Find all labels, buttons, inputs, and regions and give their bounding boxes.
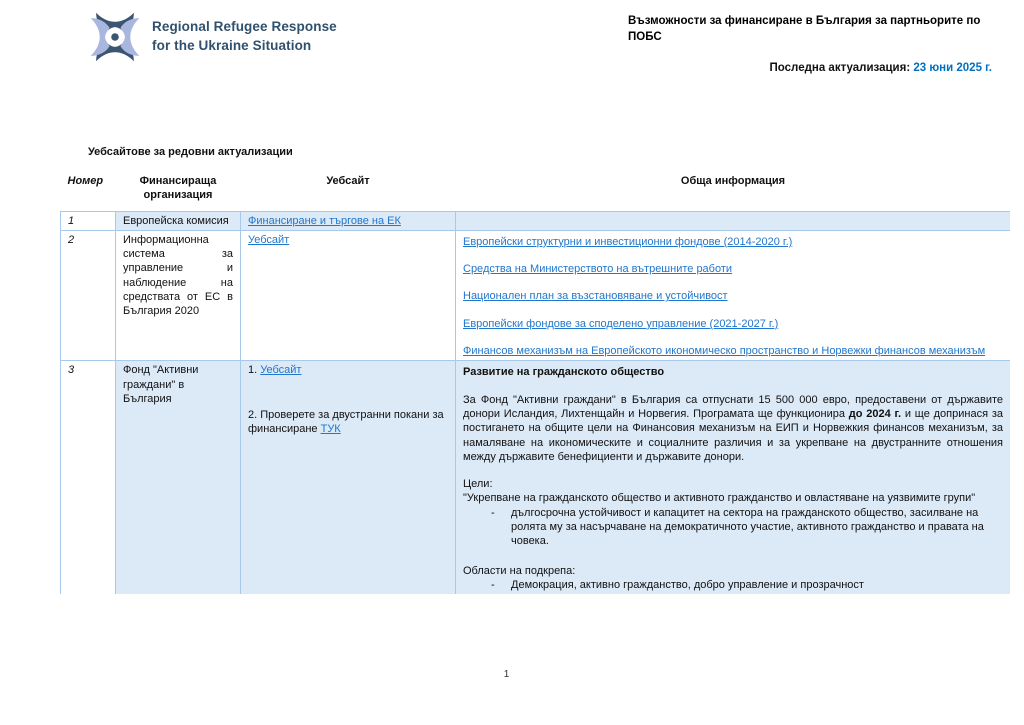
column-header-info: Обща информация [456,172,1011,211]
eea-norway-mechanism-link[interactable]: Финансов механизъм на Европейското икономическо пространство и Норвежки финансов механизъм [463,345,986,358]
last-updated [628,62,1012,74]
eumis-website-link[interactable]: Уебсайт [248,233,290,246]
bullet-dash: - [491,506,495,519]
column-header-website: Уебсайт [241,172,456,211]
row3-info-cell [456,361,1011,594]
acf-program-title: Развитие на гражданското общество [463,366,665,379]
row3-organization: Фонд "Активни граждани" в България [116,361,241,594]
table-row [61,211,1011,230]
spacer [463,549,1003,562]
row2-website-cell [241,230,456,360]
support-bullet-item [463,578,1003,592]
support-areas-label: Области на подкрепа: [463,564,576,577]
table-row [61,230,1011,360]
row3-website-item1 [248,363,448,377]
table-row [61,361,1011,594]
interior-ministry-funds-link[interactable]: Средства на Министерството на вътрешните работи [463,263,733,276]
column-header-number: Номер [61,172,116,211]
rrp-logo-line1: Regional Refugee Response [152,19,337,35]
goals-quote: "Укрепване на гражданското общество и активното гражданство и овластяване на уязвимите групи" [463,492,976,505]
acf-program-description: За Фонд "Активни граждани" в България са отпуснати 15 500 000 евро, предоставени от държавите донори Исландия, Лихтенщайн и Норвегия. Програмата ще функционира до 2024 г. и ще допринася за постигането на общите цели на Финансовия механизъм на ЕИП и Норвежкия финансов механизъм, за намаляване на икономическите и социалните различия и за укрепване на двустранните отношения между държавите бенефициенти и държавите донори. [463,393,1003,463]
row2-number: 2 [61,230,116,360]
ec-funding-tenders-link[interactable]: Финансиране и търгове на ЕК [248,214,401,227]
column-header-organization: Финансираща организация [116,172,241,211]
last-updated-label: Последна актуализация: [769,62,914,75]
section-heading: Уебсайтове за редовни актуализации [88,146,293,158]
row1-number: 1 [61,211,116,230]
rrp-logo-text [152,18,337,56]
bilateral-calls-here-link[interactable]: ТУК [320,422,341,435]
rrp-logo [88,10,337,64]
table-header-row [61,172,1011,211]
row3-item2-text: Проверете за двустранни покани за финансиране [248,408,444,435]
acf-website-link[interactable]: Уебсайт [260,364,302,377]
last-updated-date: 23 юни 2025 г. [913,62,992,75]
acf-goals [463,477,1003,506]
goals-bullet-text: дългосрочна устойчивост и капацитет на сектора на гражданското общество, засилване на ролята му за насърчаване на демократичното участие, активното гражданство и правата на човека. [511,506,984,548]
row3-item1-number: 1. [248,364,258,377]
bullet-dash: - [491,578,495,591]
row3-website-item2 [248,408,448,437]
shared-management-funds-link[interactable]: Европейски фондове за споделено управление (2021-2027 г.) [463,317,779,330]
row3-item2-number: 2. [248,408,258,421]
goals-bullet-item [463,506,1003,549]
recovery-plan-link[interactable]: Национален план за възстановяване и устойчивост [463,290,728,303]
funding-table [60,172,1010,594]
rrp-logo-icon [88,10,142,64]
rrp-logo-line2: for the Ukraine Situation [152,38,312,53]
row1-organization: Европейска комисия [116,211,241,230]
document-title: Възможности за финансиране в България за партньорите по ПОБС [628,15,981,43]
row1-website-cell [241,211,456,230]
row3-website-cell [241,361,456,594]
support-bullet-text: Демокрация, активно гражданство, добро управление и прозрачност [511,578,864,591]
goals-label: Цели: [463,478,493,491]
page-number: 1 [503,669,510,680]
row2-organization: Информационна система за управление и наблюдение на средствата от ЕС в България 2020 [116,230,241,360]
funding-table-wrapper [60,172,1010,594]
row3-number: 3 [61,361,116,594]
row2-info-cell [456,230,1011,360]
document-header [628,14,1012,74]
esif-funds-link[interactable]: Европейски структурни и инвестиционни фондове (2014-2020 г.) [463,235,793,248]
row1-info-cell [456,211,1011,230]
